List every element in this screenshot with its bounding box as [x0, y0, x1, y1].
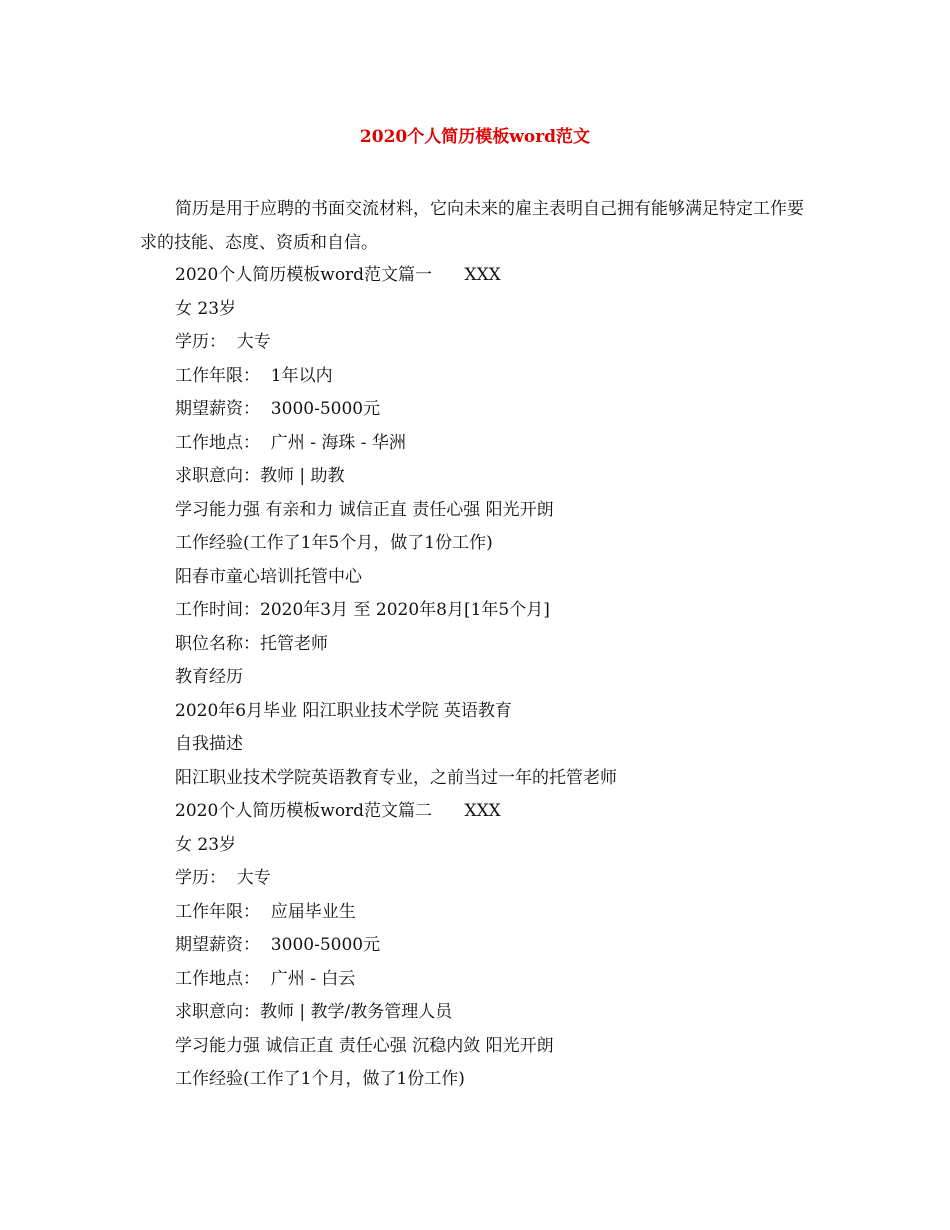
- text-line: 工作地点： 广州 - 海珠 - 华洲: [175, 432, 406, 453]
- text-line: 女 23岁: [175, 298, 237, 319]
- text-line: 职位名称：托管老师: [175, 633, 328, 654]
- resume-lines: [175, 259, 617, 1097]
- text-line: 自我描述: [175, 734, 243, 754]
- text-line: 求职意向：教师 | 教学/教务管理人员: [175, 1002, 453, 1022]
- text-line: 期望薪资： 3000-5000元: [175, 935, 381, 955]
- text-line: 阳江职业技术学院英语教育专业，之前当过一年的托管老师: [175, 767, 617, 788]
- text-line: 女 23岁: [175, 834, 237, 855]
- text-line: 工作年限： 应届毕业生: [175, 901, 356, 922]
- text-line: 2020个人简历模板word范文篇一 XXX: [175, 265, 501, 285]
- text-line: 阳春市童心培训托管中心: [175, 566, 362, 587]
- text-line: 学习能力强 诚信正直 责任心强 沉稳内敛 阳光开朗: [175, 1035, 554, 1056]
- text-line: 工作经验(工作了1个月，做了1份工作): [175, 1069, 465, 1089]
- text-line: 工作地点： 广州 - 白云: [175, 968, 356, 989]
- text-line: 工作时间：2020年3月 至 2020年8月[1年5个月]: [175, 600, 550, 620]
- text-line: 学历： 大专: [175, 332, 271, 352]
- text-line: 学习能力强 有亲和力 诚信正直 责任心强 阳光开朗: [175, 499, 554, 520]
- text-line: 教育经历: [175, 667, 243, 687]
- intro-paragraph: 简历是用于应聘的书面交流材料，它向未来的雇主表明自己拥有能够满足特定工作要求的技能、态度、资质和自信。: [140, 199, 804, 253]
- text-line: 2020个人简历模板word范文篇二 XXX: [175, 801, 501, 821]
- document-title: 2020个人简历模板word范文: [359, 127, 591, 147]
- text-line: 学历： 大专: [175, 868, 271, 888]
- text-line: 工作年限： 1年以内: [175, 365, 333, 386]
- text-line: 2020年6月毕业 阳江职业技术学院 英语教育: [175, 700, 512, 721]
- text-line: 求职意向：教师 | 助教: [175, 466, 345, 486]
- text-line: 期望薪资： 3000-5000元: [175, 399, 381, 419]
- text-line: 工作经验(工作了1年5个月，做了1份工作): [175, 533, 493, 553]
